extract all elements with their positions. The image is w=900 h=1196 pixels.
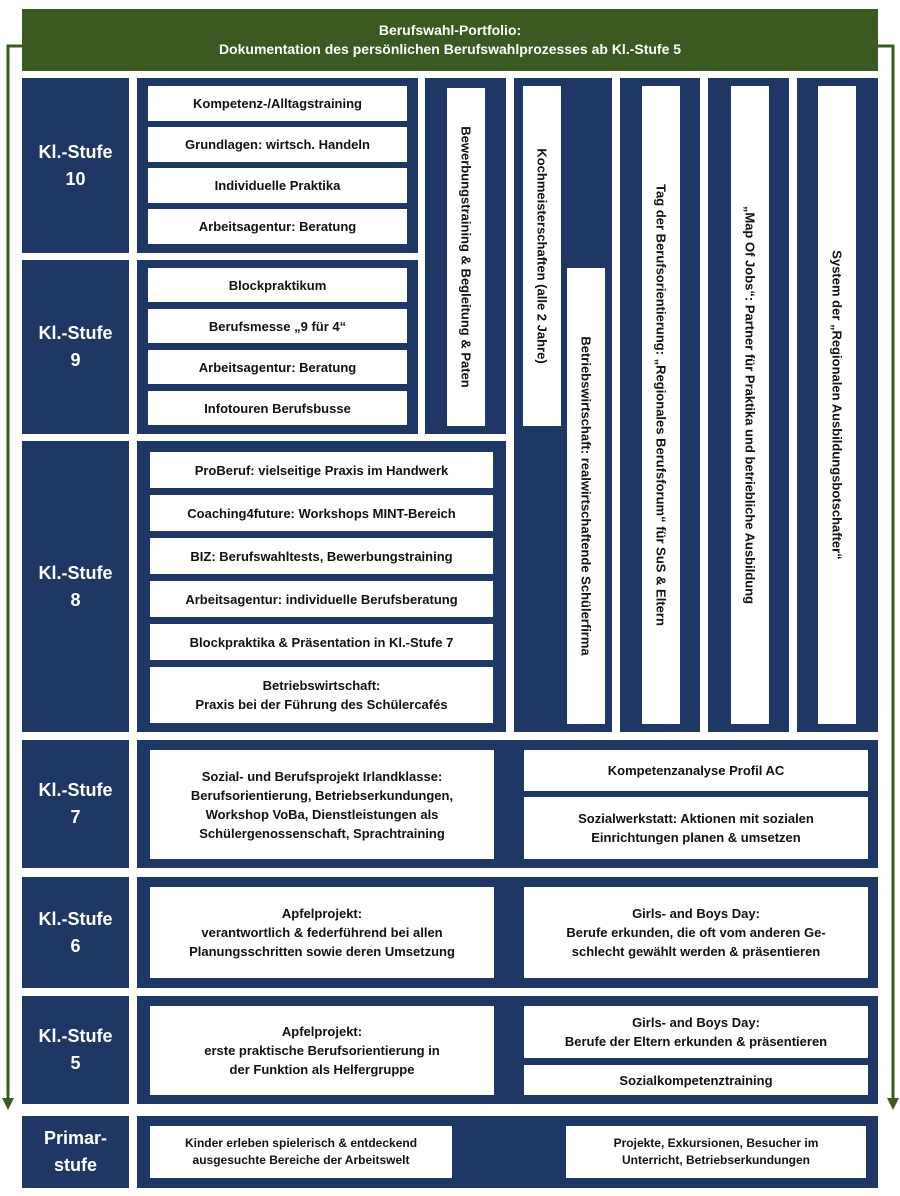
grade-6-line1: Kl.-Stufe xyxy=(38,908,113,929)
stufe-8-item-line1: Betriebswirtschaft: xyxy=(262,678,381,693)
grade-10-label xyxy=(22,78,129,253)
stufe-5-left-line3: der Funktion als Helfergruppe xyxy=(229,1062,415,1077)
grade-6-label xyxy=(22,877,129,988)
stufe-6-right-line3: schlecht gewählt werden & präsentieren xyxy=(571,944,821,959)
stufe-5-left-line2: erste praktische Berufsorientierung in xyxy=(204,1043,440,1058)
stufe-8-item: Coaching4future: Workshops MINT-Bereich xyxy=(150,495,493,531)
banner-title: Berufswahl-Portfolio: xyxy=(378,22,522,38)
stufe-9-item: Blockpraktikum xyxy=(148,268,407,302)
stufe-5-sozialkompetenz: Sozialkompetenztraining xyxy=(524,1065,868,1095)
grade-5-line1: Kl.-Stufe xyxy=(38,1026,113,1046)
primar-left-line1: Kinder erleben spielerisch & entdeckend xyxy=(184,1136,418,1150)
stufe-7-irlandklasse xyxy=(150,750,494,859)
stufe-7-left-line4: Schülergenossenschaft, Sprachtraining xyxy=(199,825,445,841)
stufe-8-item-betriebswirtschaft xyxy=(150,667,493,723)
grade-8-line2: 8 xyxy=(70,589,81,610)
stufe-6-girls-boys-day xyxy=(524,887,868,978)
primar-line1: Primar- xyxy=(43,1128,108,1148)
stufe-5-right1-line1: Girls- and Boys Day: xyxy=(632,1015,760,1030)
stufe-5-right1-line2: Berufe der Eltern erkunden & präsentieren xyxy=(564,1034,828,1049)
stufe-7-right2-line2: Einrichtungen planen & umsetzen xyxy=(591,830,801,845)
stufe-7-left-line2: Berufsorientierung, Betriebserkundungen, xyxy=(190,787,454,803)
primar-left-line2: ausgesuchte Bereiche der Arbeitswelt xyxy=(192,1153,410,1167)
stufe-8-item-line2: Praxis bei der Führung des Schülercafés xyxy=(195,697,448,712)
stufe-10-item: Individuelle Praktika xyxy=(148,168,407,203)
stufe-6-right-line2: Berufe erkunden, die oft vom anderen Ge- xyxy=(566,925,826,940)
vertical-system xyxy=(818,86,856,724)
vertical-mapofjobs-text: „Map Of Jobs“: Partner für Praktika und betriebliche Ausbildung xyxy=(742,205,758,605)
grade-8-line1: Kl.-Stufe xyxy=(38,562,113,583)
left-arrow-head xyxy=(2,1098,14,1110)
vertical-betriebswirtschaft-text: Betriebswirtschaft: realwirtschaftende Schülerfirma xyxy=(578,336,594,656)
grade-8-label xyxy=(22,441,129,732)
stufe-6-left-line2: verantwortlich & federführend bei allen xyxy=(201,925,443,940)
stufe-9-item: Arbeitsagentur: Beratung xyxy=(148,350,407,384)
stufe-7-sozialwerkstatt xyxy=(524,797,868,859)
vertical-kochmeister xyxy=(523,86,561,426)
stufe-7-right2-line1: Sozialwerkstatt: Aktionen mit sozialen xyxy=(578,811,814,826)
stufe-9-item: Berufsmesse „9 für 4“ xyxy=(148,309,407,343)
stufe-10-item: Arbeitsagentur: Beratung xyxy=(148,209,407,244)
grade-5-line2: 5 xyxy=(70,1053,81,1073)
stufe-5-girls-boys-day xyxy=(524,1006,868,1058)
stufe-7-left-line3: Workshop VoBa, Dienstleistungen als xyxy=(205,806,439,822)
vertical-tag-text: Tag der Berufsorientierung: „Regionales Berufsforum“ für SuS & Eltern xyxy=(653,184,669,626)
stufe-6-apfelprojekt xyxy=(150,887,494,978)
stufe-7-kompetenzanalyse: Kompetenzanalyse Profil AC xyxy=(524,750,868,791)
banner-subtitle: Dokumentation des persönlichen Berufswahlprozesses ab Kl.-Stufe 5 xyxy=(218,41,682,57)
vertical-bewerbung-text: Bewerbungstraining & Begleitung & Paten xyxy=(458,126,474,388)
grade-10-line1: Kl.-Stufe xyxy=(38,141,113,162)
vertical-kochmeister-text: Kochmeisterschaften (alle 2 Jahre) xyxy=(534,148,550,364)
stufe-8-item: ProBeruf: vielseitige Praxis im Handwerk xyxy=(150,452,493,488)
left-arrow-line xyxy=(8,46,22,1098)
stufe-9-item: Infotouren Berufsbusse xyxy=(148,391,407,425)
right-arrow-line xyxy=(878,46,893,1098)
grade-7-line2: 7 xyxy=(70,807,81,827)
vertical-tag xyxy=(642,86,680,724)
primar-right-line2: Unterricht, Betriebserkundungen xyxy=(621,1153,811,1167)
primar-right-box xyxy=(566,1126,866,1178)
primar-label xyxy=(22,1116,129,1188)
grade-5-label xyxy=(22,996,129,1104)
vertical-system-text: System der „Regionalen Ausbildungsbotschafter“ xyxy=(829,250,845,560)
stufe-8-item: BIZ: Berufswahltests, Bewerbungstraining xyxy=(150,538,493,574)
primar-right-line1: Projekte, Exkursionen, Besucher im xyxy=(613,1136,819,1150)
vertical-betriebswirtschaft xyxy=(567,268,605,724)
grade-7-label xyxy=(22,740,129,868)
stufe-7-left-line1: Sozial- und Berufsprojekt Irlandklasse: xyxy=(201,768,443,784)
stufe-8-item: Arbeitsagentur: individuelle Berufsberatung xyxy=(150,581,493,617)
vertical-mapofjobs xyxy=(731,86,769,724)
stufe-8-item: Blockpraktika & Präsentation in Kl.-Stufe 7 xyxy=(150,624,493,660)
grade-7-line1: Kl.-Stufe xyxy=(38,780,113,800)
grade-9-line1: Kl.-Stufe xyxy=(38,323,113,343)
stufe-6-left-line3: Planungsschritten sowie deren Umsetzung xyxy=(189,944,455,959)
primar-left-box xyxy=(150,1126,452,1178)
primar-line2: stufe xyxy=(53,1155,97,1175)
stufe-6-right-line1: Girls- and Boys Day: xyxy=(632,906,760,921)
grade-9-line2: 9 xyxy=(70,350,81,370)
stufe-5-left-line1: Apfelprojekt: xyxy=(281,1024,363,1039)
stufe-5-apfelprojekt xyxy=(150,1006,494,1095)
grade-6-line2: 6 xyxy=(70,935,81,956)
vertical-bewerbung xyxy=(447,88,485,426)
grade-10-line2: 10 xyxy=(65,168,86,189)
grade-9-label xyxy=(22,260,129,434)
stufe-10-item: Grundlagen: wirtsch. Handeln xyxy=(148,127,407,162)
stufe-6-left-line1: Apfelprojekt: xyxy=(281,906,363,921)
portfolio-banner xyxy=(22,9,878,71)
stufe-10-item: Kompetenz-/Alltagstraining xyxy=(148,86,407,121)
right-arrow-head xyxy=(887,1098,899,1110)
